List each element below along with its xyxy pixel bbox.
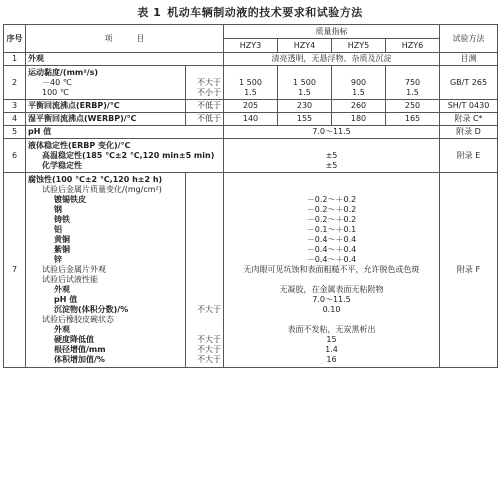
row7-item-label: 试验后试液性能 bbox=[42, 275, 98, 284]
row-value: 7.0～11.5 bbox=[224, 126, 440, 139]
table-row bbox=[4, 53, 498, 66]
row7-value: 无肉眼可见坑蚀和表面粗糙不平，允许脱色或色斑 bbox=[243, 265, 420, 274]
row-value-hzy5: 260 bbox=[332, 100, 386, 113]
row-value-2: ±5 bbox=[325, 160, 338, 170]
row7-item-label: 根径增值/mm bbox=[54, 345, 106, 354]
table-row bbox=[4, 66, 498, 100]
row-value-hzy3: 1 500 1.5 bbox=[224, 66, 278, 100]
row7-item-label: 钢 bbox=[54, 205, 62, 214]
table-row bbox=[4, 139, 498, 173]
row-item bbox=[26, 139, 224, 173]
row7-cond: 不大于 bbox=[197, 355, 221, 364]
row-cond: 不低于 bbox=[186, 113, 224, 126]
row-item: 湿平衡回流沸点(WERBP)/℃ bbox=[26, 113, 186, 126]
table-row bbox=[4, 126, 498, 139]
row7-value: －0.2～＋0.2 bbox=[306, 205, 357, 214]
row7-cond: 不大于 bbox=[197, 345, 221, 354]
row-value-hzy4: 230 bbox=[278, 100, 332, 113]
row-value-hzy3: 140 bbox=[224, 113, 278, 126]
row-value-hzy6: 250 bbox=[386, 100, 440, 113]
row7-cond bbox=[188, 275, 221, 285]
row7-item-label: 试验后金属片质量变化/(mg/cm²) bbox=[42, 185, 162, 194]
row7-cond: 不大于 bbox=[197, 305, 221, 314]
row7-value bbox=[226, 185, 437, 195]
row7-cond bbox=[188, 295, 221, 305]
row7-item-label: 镀锡铁皮 bbox=[54, 195, 86, 204]
row7-cond: 不大于 bbox=[197, 335, 221, 344]
row7-cond bbox=[188, 325, 221, 335]
row-item bbox=[26, 66, 186, 100]
row7-value bbox=[226, 275, 437, 285]
row-cond-1: 不大于 bbox=[197, 77, 221, 87]
row7-item-label: 硬度降低值 bbox=[54, 335, 94, 344]
row7-cond bbox=[188, 315, 221, 325]
row7-item-label: 铝 bbox=[54, 225, 62, 234]
row7-item-label: 试验后金属片外观 bbox=[42, 265, 106, 274]
row-sub-2: 化学稳定性 bbox=[42, 160, 82, 170]
row-sub-1: 高温稳定性(185 ℃±2 ℃,120 min±5 min) bbox=[42, 150, 215, 160]
row7-item-label: 紫铜 bbox=[54, 245, 70, 254]
row-method: 目测 bbox=[440, 53, 498, 66]
row7-item-label: 外观 bbox=[54, 285, 70, 294]
row-item-title: 运动黏度/(mm²/s) bbox=[28, 67, 99, 77]
row7-cond bbox=[188, 205, 221, 215]
row7-item-label: 沉淀物(体积分数)/% bbox=[54, 305, 129, 314]
row7-item-label: 黄铜 bbox=[54, 235, 70, 244]
row-value-hzy6: 165 bbox=[386, 113, 440, 126]
row-no: 7 bbox=[4, 173, 26, 368]
row7-values bbox=[224, 173, 440, 368]
row-cond-2: 不小于 bbox=[197, 87, 221, 97]
row7-cond bbox=[188, 225, 221, 235]
row-method: SH/T 0430 bbox=[440, 100, 498, 113]
row-item-title: 液体稳定性(ERBP 变化)/℃ bbox=[28, 140, 131, 150]
row7-cond bbox=[188, 285, 221, 295]
row7-value: －0.2～＋0.2 bbox=[306, 215, 357, 224]
row-method: 附录 F bbox=[440, 173, 498, 368]
grade-hzy6: HZY6 bbox=[386, 39, 440, 53]
row-value-hzy6: 750 1.5 bbox=[386, 66, 440, 100]
row7-value bbox=[226, 315, 437, 325]
row-item: pH 值 bbox=[26, 126, 224, 139]
row7-cond bbox=[188, 185, 221, 195]
row-value-hzy5: 180 bbox=[332, 113, 386, 126]
row7-cond bbox=[188, 215, 221, 225]
row7-value bbox=[226, 175, 437, 185]
grade-hzy3: HZY3 bbox=[224, 39, 278, 53]
row7-value: －0.4～＋0.4 bbox=[306, 235, 357, 244]
row7-item-label: 腐蚀性(100 ℃±2 ℃,120 h±2 h) bbox=[28, 175, 163, 184]
row7-value: 0.10 bbox=[322, 305, 341, 314]
row-value-1: ±5 bbox=[325, 150, 338, 160]
row7-cond bbox=[188, 175, 221, 185]
row7-cond bbox=[188, 255, 221, 265]
row-no: 4 bbox=[4, 113, 26, 126]
row-no: 6 bbox=[4, 139, 26, 173]
row-method: 附录 E bbox=[440, 139, 498, 173]
row7-value: 无凝胶，在金属表面无粘附物 bbox=[279, 285, 384, 294]
header-method: 试验方法 bbox=[440, 25, 498, 53]
row-no: 5 bbox=[4, 126, 26, 139]
row7-item-label: 外观 bbox=[54, 325, 70, 334]
row-item: 平衡回流沸点(ERBP)/℃ bbox=[26, 100, 186, 113]
header-row bbox=[4, 25, 498, 39]
row-value-hzy5: 900 1.5 bbox=[332, 66, 386, 100]
table-row bbox=[4, 100, 498, 113]
row7-cond bbox=[188, 195, 221, 205]
row7-item-label: 体积增加值/% bbox=[54, 355, 105, 364]
row-method: GB/T 265 bbox=[440, 66, 498, 100]
row7-cond bbox=[188, 235, 221, 245]
row7-value: 表面不发粘，无炭黑析出 bbox=[287, 325, 376, 334]
row7-item-label: pH 值 bbox=[54, 295, 78, 304]
header-seq: 序号 bbox=[4, 25, 26, 53]
row-method: 附录 C* bbox=[440, 113, 498, 126]
row7-item-label: 试验后橡胶皮碗状态 bbox=[42, 315, 114, 324]
row7-value: 15 bbox=[326, 335, 337, 344]
row7-cond bbox=[188, 265, 221, 275]
row-value-hzy4: 1 500 1.5 bbox=[278, 66, 332, 100]
grade-hzy4: HZY4 bbox=[278, 39, 332, 53]
row7-value: －0.2～＋0.2 bbox=[306, 195, 357, 204]
row-value-hzy4: 155 bbox=[278, 113, 332, 126]
table-number: 表 1 bbox=[137, 6, 162, 19]
row7-items bbox=[26, 173, 186, 368]
table-title: 机动车辆制动液的技术要求和试验方法 bbox=[167, 6, 363, 19]
row7-item-label: 锌 bbox=[54, 255, 62, 264]
table-row bbox=[4, 113, 498, 126]
grade-hzy5: HZY5 bbox=[332, 39, 386, 53]
table-caption bbox=[0, 4, 500, 20]
row-cond: 不低于 bbox=[186, 100, 224, 113]
row-method: 附录 D bbox=[440, 126, 498, 139]
row7-value: －0.4～＋0.4 bbox=[306, 255, 357, 264]
row-item: 外观 bbox=[26, 53, 224, 66]
row-no: 3 bbox=[4, 100, 26, 113]
row-value bbox=[224, 139, 440, 173]
row-no: 2 bbox=[4, 66, 26, 100]
row-cond bbox=[186, 66, 224, 100]
header-item: 项 目 bbox=[26, 25, 224, 53]
row7-value: －0.4～＋0.4 bbox=[306, 245, 357, 254]
row-sub-2: 100 ℃ bbox=[42, 87, 69, 97]
row7-value: －0.1～＋0.1 bbox=[306, 225, 357, 234]
row-sub-1: －40 ℃ bbox=[42, 77, 72, 87]
row-no: 1 bbox=[4, 53, 26, 66]
table-row bbox=[4, 173, 498, 368]
spec-table bbox=[3, 24, 498, 368]
row7-value: 7.0～11.5 bbox=[312, 295, 351, 304]
row7-cond bbox=[188, 245, 221, 255]
header-quality: 质量指标 bbox=[224, 25, 440, 39]
row-value: 清亮透明，无悬浮物、杂质及沉淀 bbox=[224, 53, 440, 66]
row7-conds bbox=[186, 173, 224, 368]
row7-value: 1.4 bbox=[325, 345, 338, 354]
row7-value: 16 bbox=[326, 355, 337, 364]
row-value-hzy3: 205 bbox=[224, 100, 278, 113]
row7-item-label: 铸铁 bbox=[54, 215, 70, 224]
